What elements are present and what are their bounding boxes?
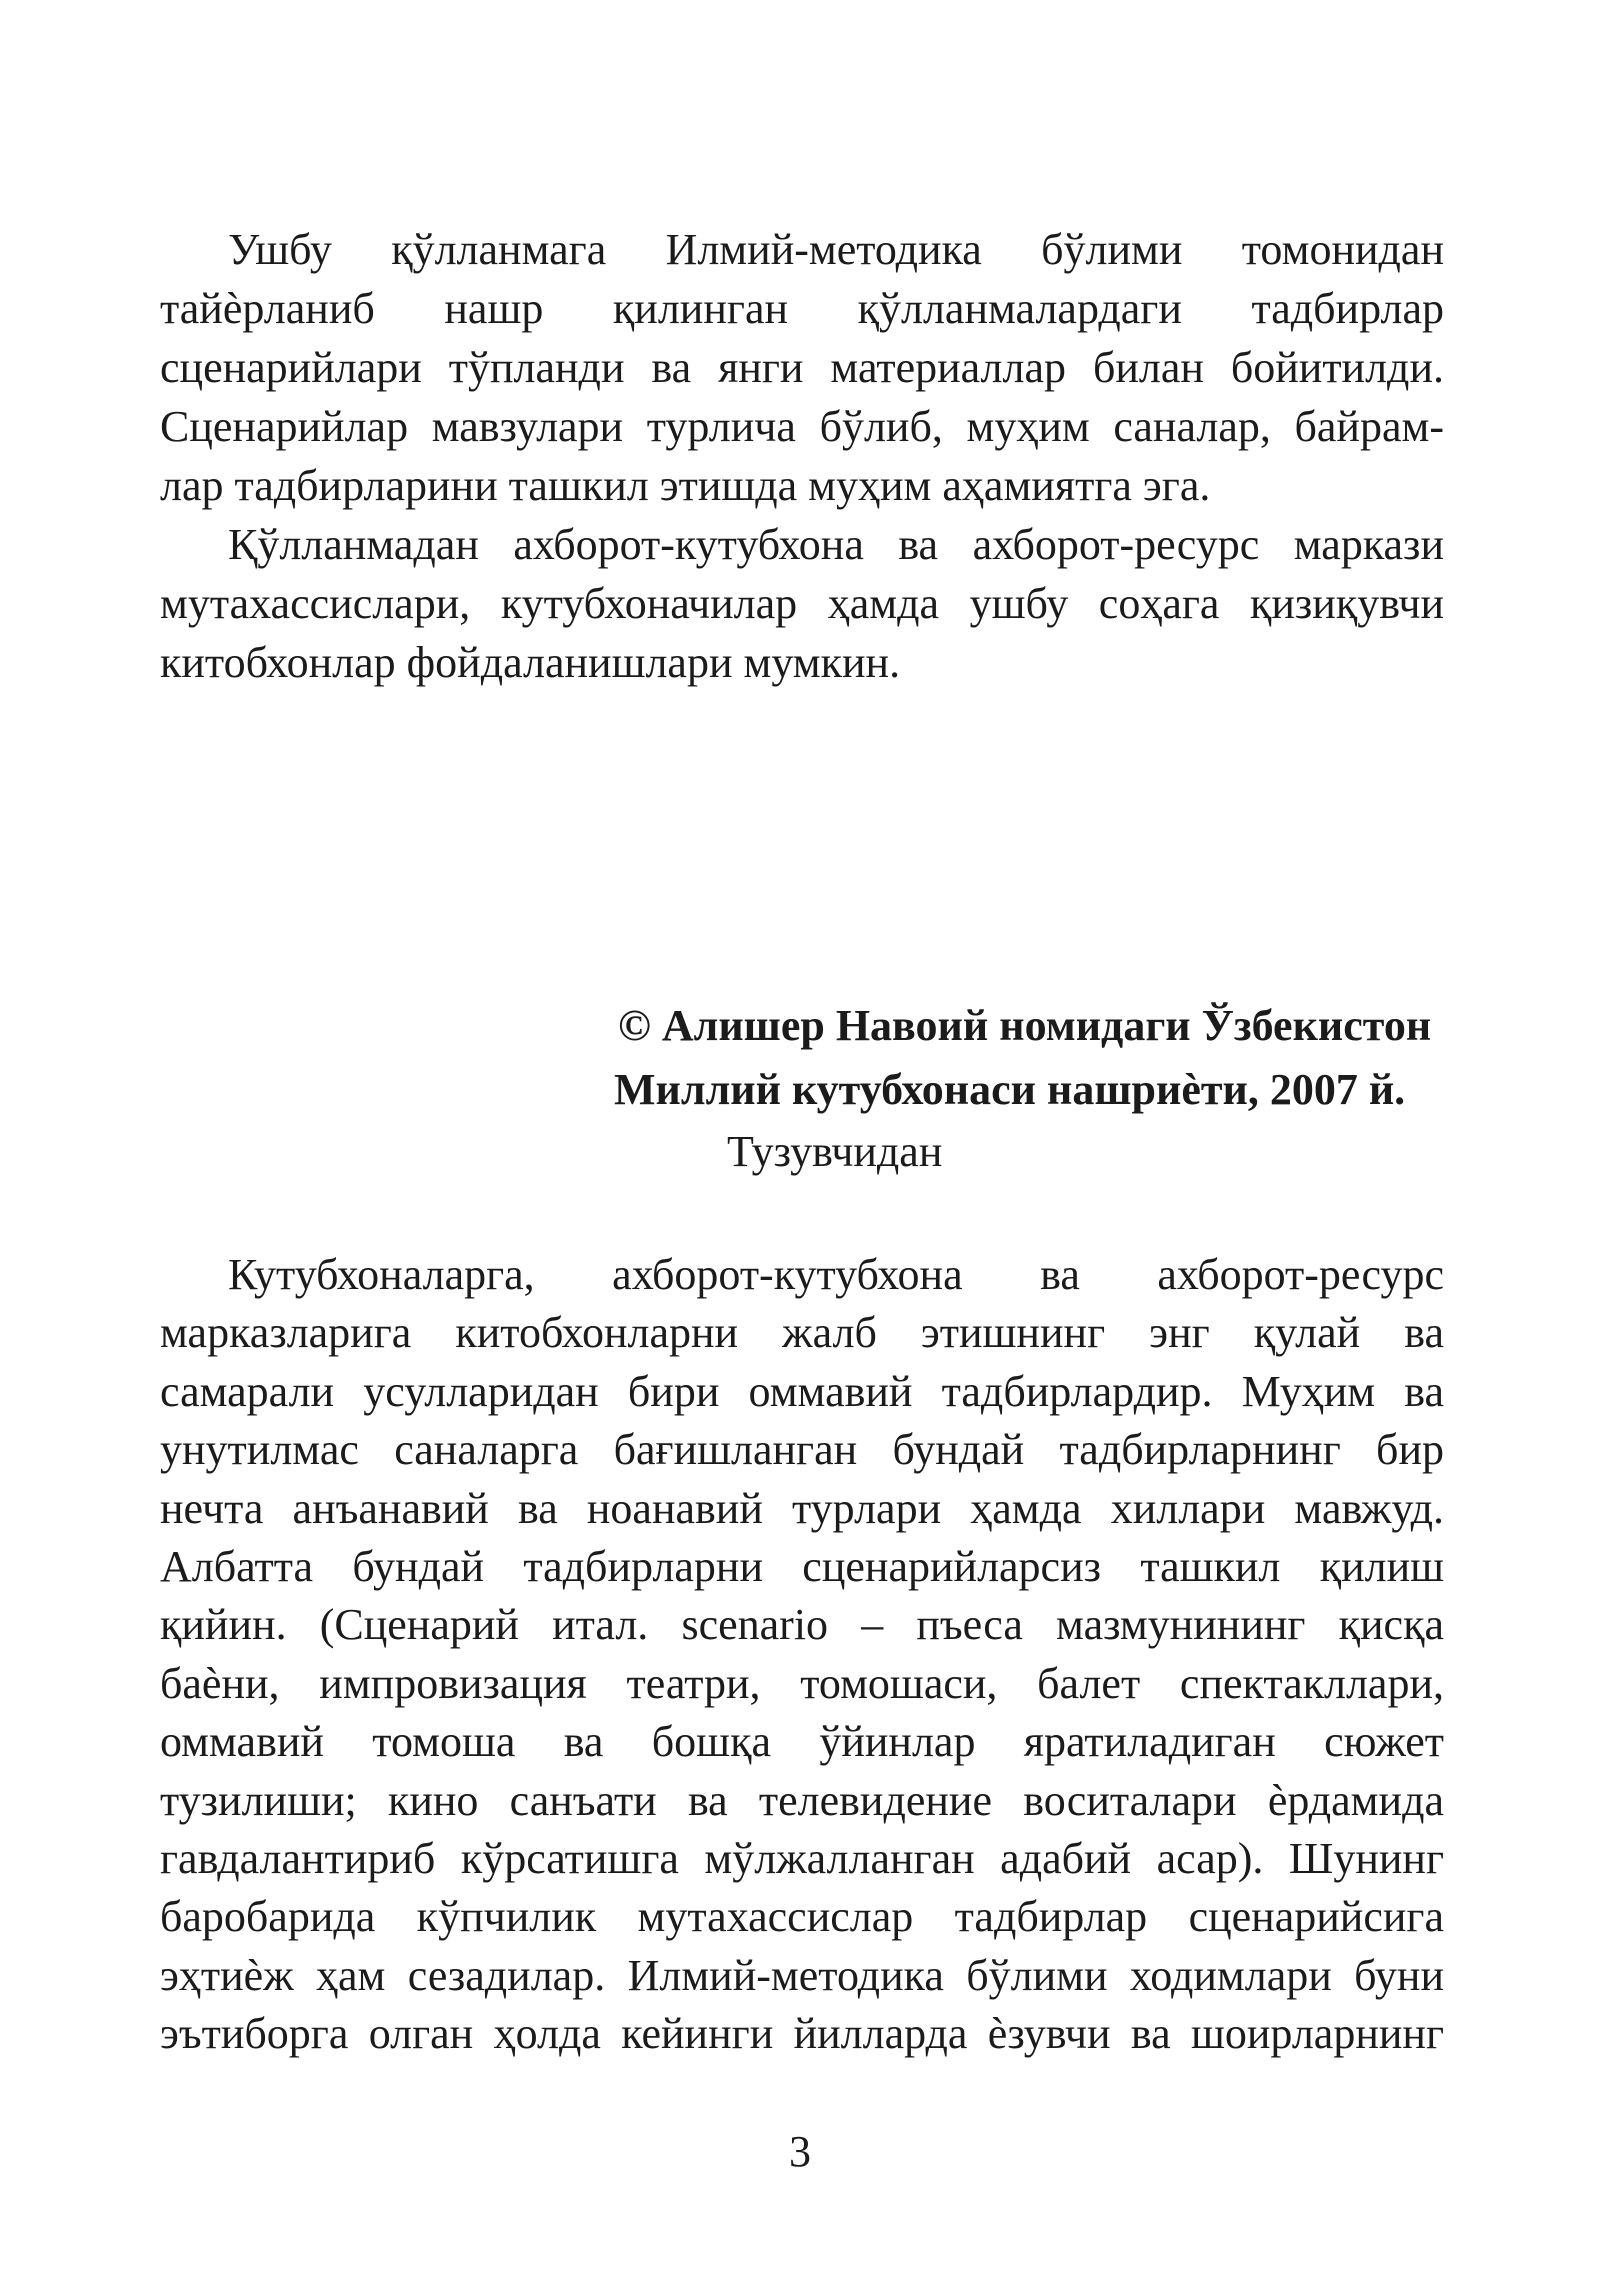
line-text: лар тадбирларини ташкил этишда муҳим аҳамиятга эга. — [160, 461, 1211, 510]
line-text: Сценарийлар мавзулари турлича бўлиб, муҳим саналар, байрам- — [160, 402, 1444, 451]
intro-text-block — [160, 220, 1444, 692]
paragraph-line — [160, 456, 1444, 515]
line-text: Албатта бундай тадбирларни сценарийларсиз ташкил қилиш — [160, 1541, 1444, 1591]
page-number: 3 — [789, 2127, 811, 2176]
publisher-line: Миллий кутубхонаси нашриѐти, 2007 й. — [614, 1065, 1406, 1114]
preface-text-block — [160, 1246, 1444, 2063]
line-text: нечта анъанавий ва ноанавий турлари ҳамда хиллари мавжуд. — [160, 1483, 1444, 1533]
line-text: китобхонлар фойдаланишлари мумкин. — [160, 638, 901, 687]
line-text: эътиборга олган ҳолда кейинги йилларда ѐзувчи ва шоирларнинг — [160, 2009, 1444, 2059]
line-text: Қўлланмадан ахборот-кутубхона ва ахборот-ресурс маркази — [228, 520, 1444, 569]
paragraph-line — [160, 1888, 1444, 1946]
line-text: тузилиши; кино санъати ва телевидение воситалари ѐрдамида — [160, 1775, 1444, 1825]
line-text: марказларига китобхонларни жалб этишнинг энг қулай ва — [160, 1308, 1444, 1358]
paragraph-line — [160, 574, 1444, 633]
line-text: баѐни, импровизация театри, томошаси, балет спектакллари, — [160, 1658, 1444, 1708]
line-text: қийин. (Сценарий итал. scenario – пъеса мазмунининг қисқа — [160, 1600, 1444, 1650]
paragraph-line — [160, 1304, 1444, 1362]
paragraph-3 — [160, 1246, 1444, 2063]
paragraph-line — [160, 515, 1444, 574]
line-text: унутилмас саналарга бағишланган бундай тадбирларнинг бир — [160, 1425, 1444, 1475]
paragraph-line — [160, 1772, 1444, 1830]
paragraph-line — [160, 1246, 1444, 1304]
paragraph-line — [160, 397, 1444, 456]
line-text: Кутубхоналарга, ахборот-кутубхона ва ахборот-ресурс — [228, 1250, 1444, 1299]
line-text: Ушбу қўлланмага Илмий-методика бўлими томонидан — [228, 225, 1444, 274]
paragraph-line — [160, 1947, 1444, 2005]
paragraph-line — [160, 220, 1444, 279]
line-text: баробарида кўпчилик мутахассислар тадбирлар сценарийсига — [160, 1892, 1444, 1942]
copyright-line: © Алишер Навоий номидаги Ўзбекистон — [618, 1001, 1432, 1050]
paragraph-line — [160, 1421, 1444, 1479]
paragraph-line — [160, 1480, 1444, 1538]
paragraph-line — [160, 1655, 1444, 1713]
paragraph-2 — [160, 515, 1444, 692]
line-text: самарали усулларидан бири оммавий тадбирлардир. Муҳим ва — [160, 1366, 1444, 1416]
line-text: гавдалантириб кўрсатишга мўлжалланган адабий асар). Шунинг — [160, 1833, 1444, 1883]
paragraph-line — [160, 1363, 1444, 1421]
line-text: тайѐрланиб нашр қилинган қўлланмалардаги тадбирлар — [160, 284, 1444, 333]
line-text: эҳтиѐж ҳам сезадилар. Илмий-методика бўлими ходимлари буни — [160, 1950, 1444, 2000]
paragraph-line — [160, 633, 1444, 692]
paragraph-line — [160, 1596, 1444, 1654]
paragraph-line — [160, 1538, 1444, 1596]
line-text: мутахассислари, кутубхоначилар ҳамда ушбу соҳага қизиқувчи — [160, 579, 1444, 628]
paragraph-line — [160, 338, 1444, 397]
paragraph-line — [160, 1830, 1444, 1888]
line-text: оммавий томоша ва бошқа ўйинлар яратиладиган сюжет — [160, 1717, 1444, 1767]
line-text: сценарийлари тўпланди ва янги материаллар билан бойитилди. — [160, 343, 1444, 392]
paragraph-1 — [160, 220, 1444, 515]
paragraph-line — [160, 279, 1444, 338]
paragraph-line — [160, 2005, 1444, 2063]
paragraph-line — [160, 1713, 1444, 1771]
compiler-label: Тузувчидан — [727, 1127, 943, 1176]
